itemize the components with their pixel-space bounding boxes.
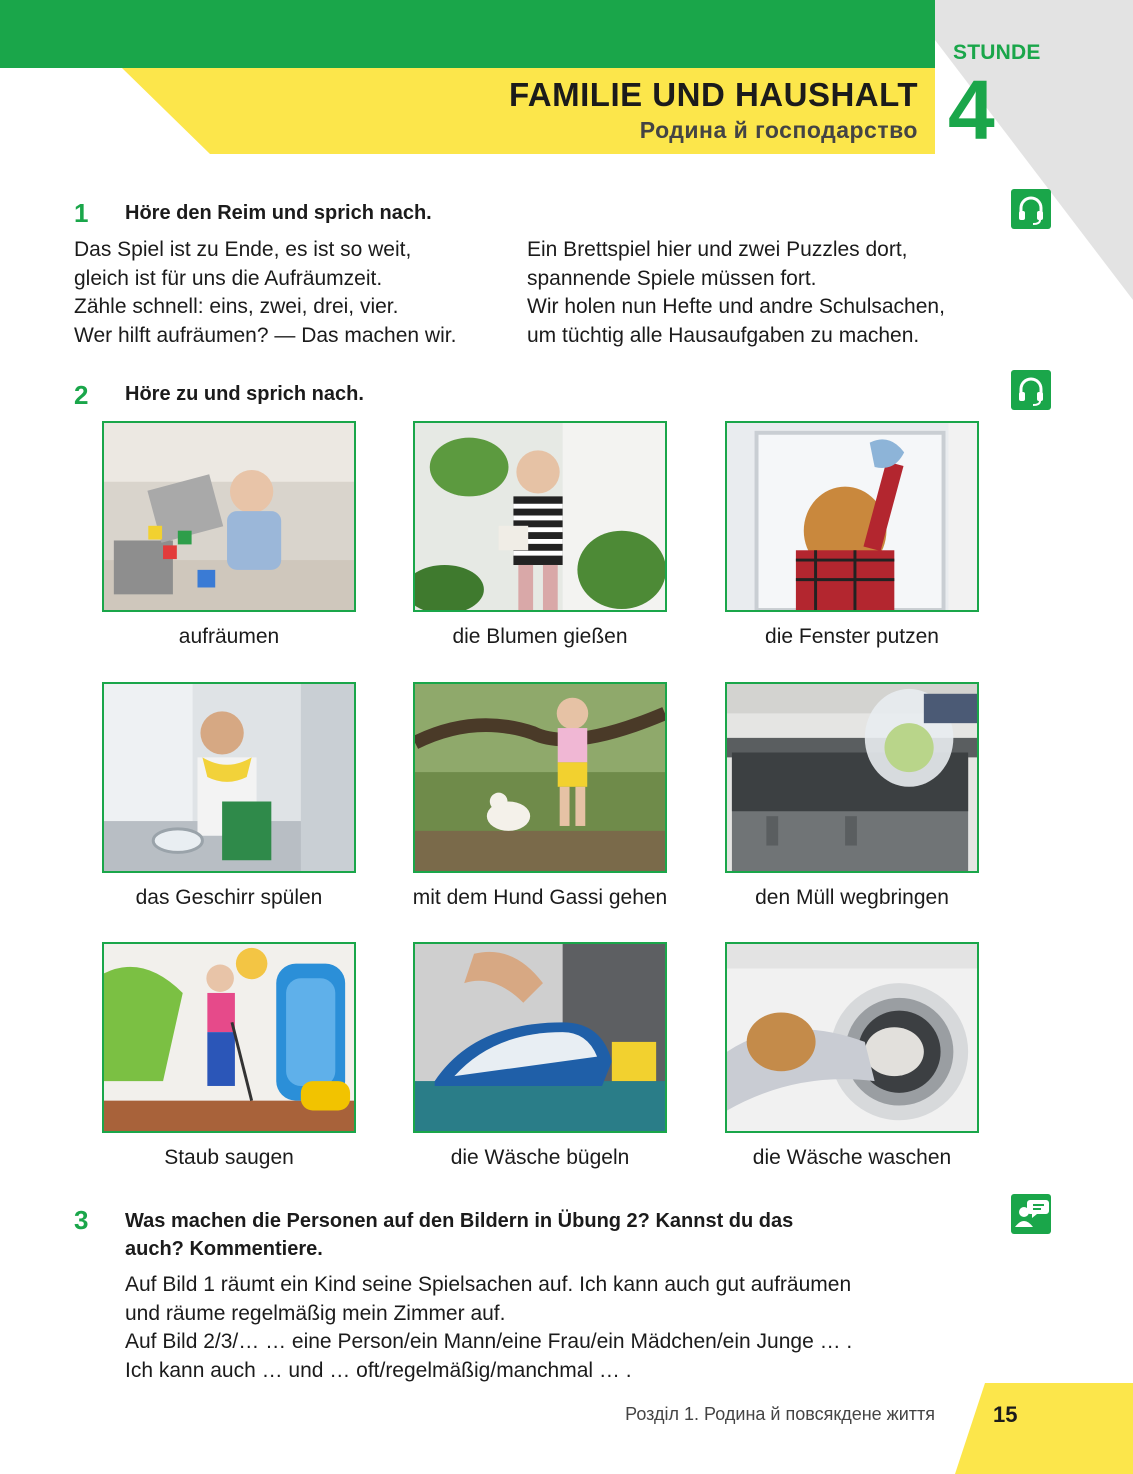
- caption: das Geschirr spülen: [135, 886, 323, 909]
- example-line: und räume regelmäßig mein Zimmer auf.: [125, 1301, 506, 1325]
- caption: Staub saugen: [164, 1146, 294, 1169]
- headphones-icon[interactable]: [1011, 189, 1051, 229]
- caption: den Müll wegbringen: [755, 886, 949, 909]
- caption: die Wäsche bügeln: [450, 1146, 630, 1169]
- rhyme-line: Das Spiel ist zu Ende, es ist so weit,: [74, 238, 412, 261]
- exercise-3-example-text: [125, 1271, 852, 1385]
- rhyme-line: Ein Brettspiel hier und zwei Puzzles dort,: [527, 238, 908, 261]
- rhyme-line: um tüchtig alle Hausaufgaben zu machen.: [527, 323, 920, 347]
- rhyme-line: Wer hilft aufräumen? — Das machen wir.: [74, 323, 457, 347]
- example-line: Auf Bild 1 räumt ein Kind seine Spielsachen auf. Ich kann auch gut aufräumen: [125, 1273, 852, 1296]
- page-title: FAMILIE UND HAUSHALT: [508, 76, 918, 113]
- footer-section-text: Розділ 1. Родина й повсякдене життя: [625, 1404, 935, 1424]
- photo-girl-walking-dog: [413, 682, 667, 873]
- caption: die Blumen gießen: [452, 625, 628, 648]
- page-subtitle: Родина й господарство: [639, 117, 918, 143]
- caption: aufräumen: [178, 625, 280, 648]
- page-number: 15: [993, 1402, 1018, 1427]
- exercise-3-number: 3: [74, 1205, 89, 1235]
- example-line: Auf Bild 2/3/… … eine Person/ein Mann/eine Frau/ein Mädchen/ein Junge … .: [125, 1330, 853, 1353]
- caption: die Wäsche waschen: [752, 1146, 952, 1169]
- example-line: Ich kann auch … und … oft/regelmäßig/manchmal … .: [125, 1358, 632, 1382]
- photo-girl-watering-plants: [413, 421, 667, 612]
- photo-child-tidying-toys: [102, 421, 356, 612]
- lesson-number: 4: [948, 63, 995, 157]
- rhyme-line: spannende Spiele müssen fort.: [527, 266, 817, 290]
- photo-washing-machine: [725, 942, 979, 1133]
- rhyme-right-column: [527, 236, 945, 350]
- header-green-bar: [0, 0, 935, 68]
- exercise-1-number: 1: [74, 198, 89, 228]
- photo-man-washing-dishes: [102, 682, 356, 873]
- rhyme-line: gleich ist für uns die Aufräumzeit.: [74, 266, 383, 290]
- exercise-3-instruction: [125, 1207, 793, 1263]
- lesson-label: STUNDE: [953, 41, 1041, 64]
- instruction-line: Was machen die Personen auf den Bildern in Übung 2? Kannst du das: [125, 1210, 794, 1232]
- photo-woman-cleaning-window: [725, 421, 979, 612]
- rhyme-line: Zähle schnell: eins, zwei, drei, vier.: [74, 295, 399, 318]
- rhyme-line: Wir holen nun Hefte und andre Schulsachen,: [527, 295, 945, 318]
- photo-girl-vacuuming: [102, 942, 356, 1133]
- photo-taking-out-trash: [725, 682, 979, 873]
- caption: mit dem Hund Gassi gehen: [412, 886, 668, 909]
- headphones-icon[interactable]: [1011, 370, 1051, 410]
- photo-ironing-laundry: [413, 942, 667, 1133]
- instruction-line: auch? Kommentiere.: [125, 1238, 323, 1260]
- exercise-2-instruction: Höre zu und sprich nach.: [125, 383, 364, 405]
- discussion-icon[interactable]: [1011, 1194, 1051, 1234]
- caption: die Fenster putzen: [765, 625, 939, 648]
- rhyme-left-column: [74, 236, 456, 350]
- exercise-1-instruction: Höre den Reim und sprich nach.: [125, 202, 432, 224]
- page-number-badge: [955, 1383, 1133, 1474]
- exercise-2-number: 2: [74, 380, 89, 410]
